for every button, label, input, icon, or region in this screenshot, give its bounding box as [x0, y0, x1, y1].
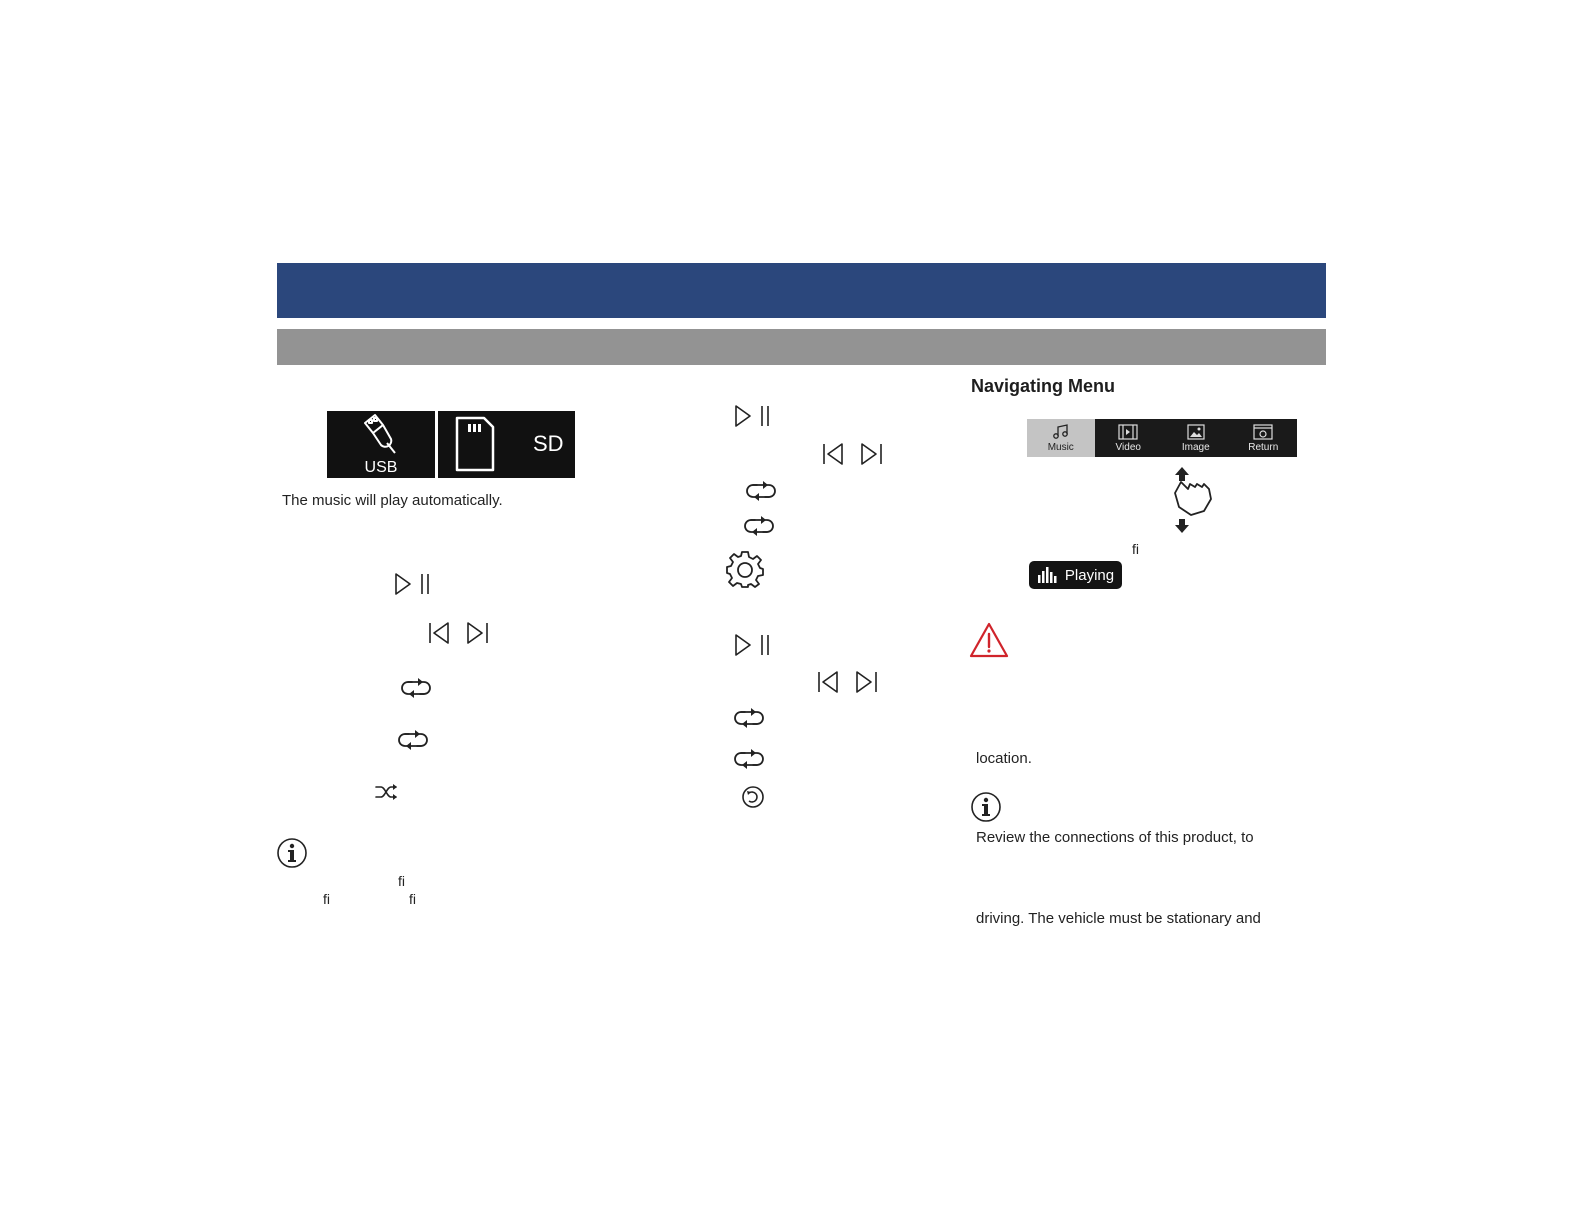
- sub-header-band: [277, 329, 1326, 365]
- review-text: Review the connections of this product, to: [976, 829, 1254, 846]
- auto-play-text: The music will play automatically.: [282, 492, 503, 509]
- repeat-icon: [743, 480, 779, 502]
- sd-label: SD: [533, 431, 564, 456]
- driving-text: driving. The vehicle must be stationary and: [976, 910, 1261, 927]
- section-heading: Navigating Menu: [971, 376, 1116, 396]
- menu-bar: [1027, 419, 1297, 457]
- playing-label: Playing: [1064, 566, 1115, 584]
- image-icon: [1187, 424, 1205, 440]
- repeat-icon: [398, 677, 434, 699]
- usb-label: USB: [364, 459, 398, 476]
- sd-tile: [438, 411, 575, 478]
- warning-icon: [969, 622, 1009, 658]
- film-icon: [1118, 424, 1138, 440]
- cycle-icon: [741, 785, 765, 809]
- usb-icon: [357, 413, 405, 459]
- playing-badge: [1029, 561, 1122, 589]
- prev-next-icon: [822, 442, 886, 466]
- ligature-glyph: ﬁ: [323, 891, 330, 907]
- header-band: [277, 263, 1326, 318]
- menu-item-image[interactable]: [1162, 419, 1230, 457]
- menu-item-video[interactable]: [1095, 419, 1163, 457]
- menu-item-music[interactable]: [1027, 419, 1095, 457]
- repeat-all-icon: [395, 729, 431, 751]
- play-pause-icon: [734, 633, 774, 657]
- repeat-icon: [731, 707, 767, 729]
- ligature-glyph: ﬁ: [398, 873, 405, 889]
- swipe-gesture-icon: [1166, 467, 1212, 533]
- gear-icon: [726, 550, 764, 588]
- menu-item-label: Return: [1248, 441, 1279, 453]
- play-pause-icon: [734, 404, 774, 428]
- menu-item-label: Image: [1181, 441, 1210, 453]
- info-icon: [276, 837, 308, 869]
- repeat-all-icon: [731, 748, 767, 770]
- menu-item-return[interactable]: [1230, 419, 1298, 457]
- music-note-icon: [1052, 424, 1070, 440]
- sd-card-icon: [454, 416, 496, 472]
- repeat-all-icon: [741, 515, 777, 537]
- menu-item-label: Music: [1047, 441, 1074, 453]
- shuffle-icon: [375, 782, 399, 802]
- play-pause-icon: [394, 572, 434, 596]
- ligature-glyph: ﬁ: [409, 891, 416, 907]
- equalizer-icon: [1037, 567, 1057, 583]
- menu-item-label: Video: [1115, 441, 1141, 453]
- prev-next-icon: [817, 670, 881, 694]
- ligature-glyph: ﬁ: [1132, 541, 1139, 557]
- prev-next-icon: [428, 621, 492, 645]
- info-icon: [970, 791, 1002, 823]
- location-text: location.: [976, 750, 1032, 767]
- return-icon: [1253, 424, 1273, 440]
- usb-tile: [327, 411, 435, 478]
